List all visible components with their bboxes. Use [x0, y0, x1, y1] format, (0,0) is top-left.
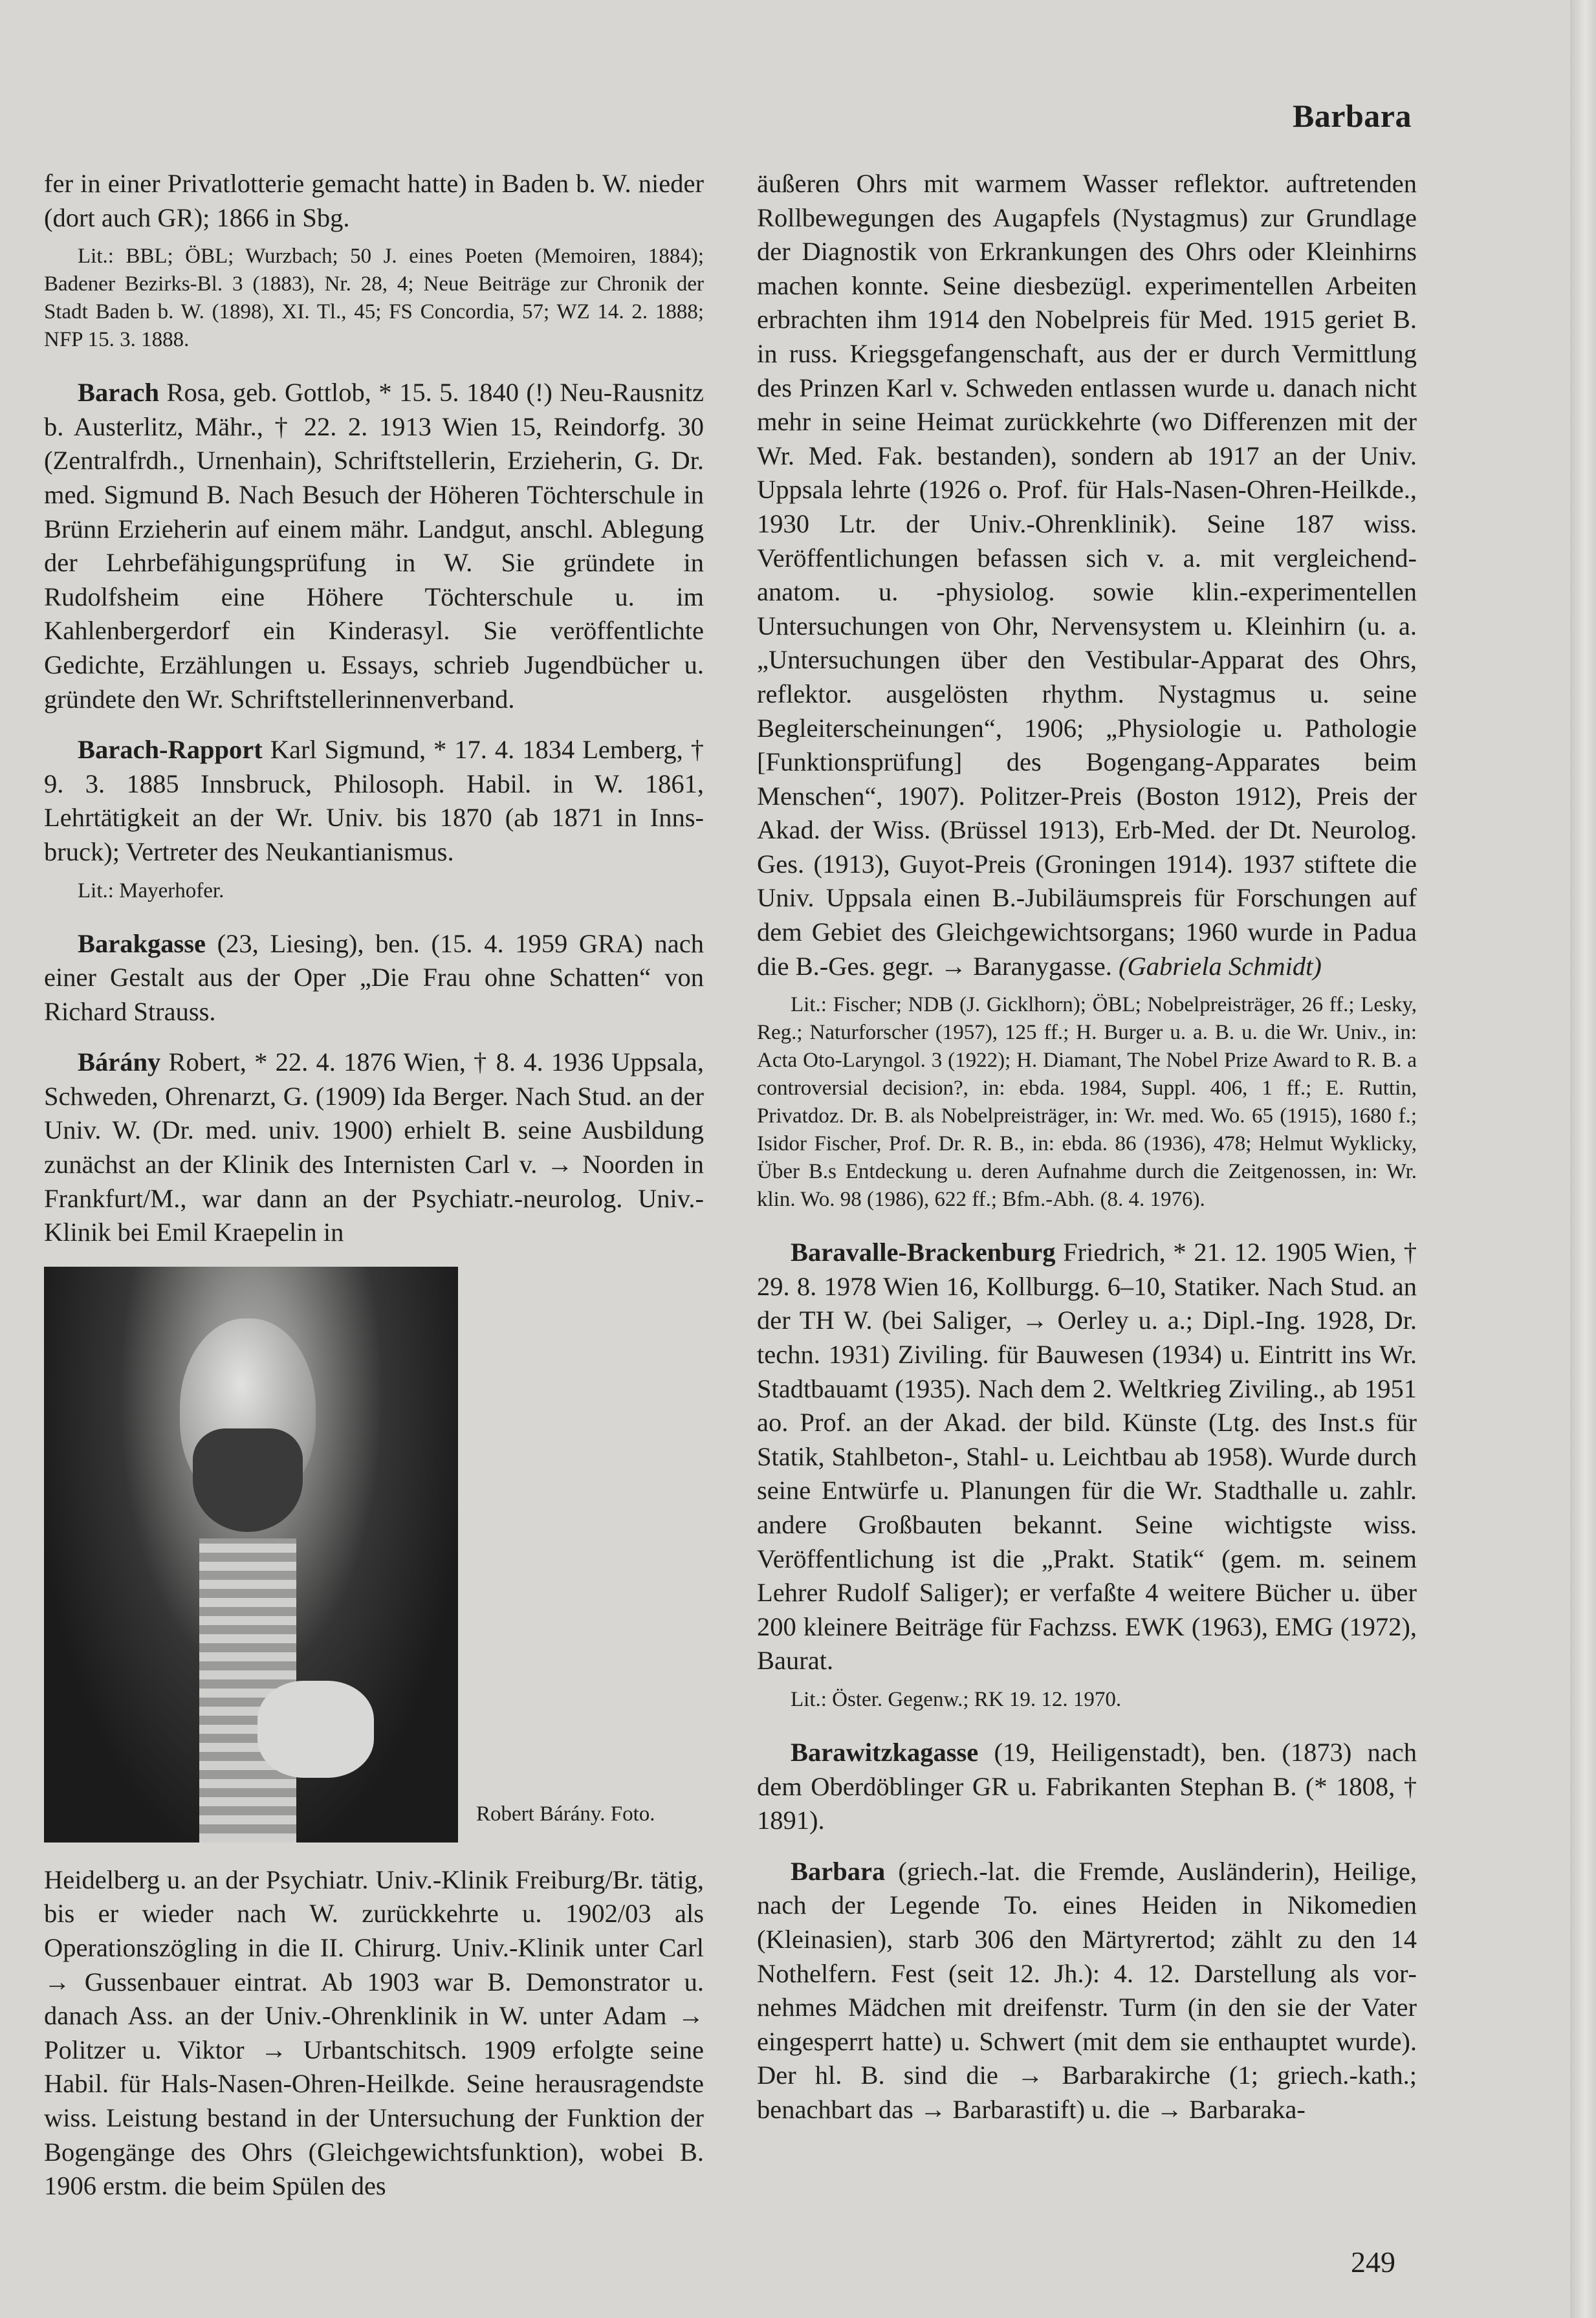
entry-continuation: Heidelberg u. an der Psychiatr. Univ.-Klinik Freiburg/Br. tätig, bis er wieder nach W. zurückkehrte u. 1902/03 als Operationszögling in die II. Chirurg. Univ.-Klinik unter Carl → Gussenbauer eintrat. Ab 1903 war B. Demonstrator u. danach Ass. an der Univ.-Ohrenklinik in W. unter Adam → Politzer u. Viktor → Urbantschitsch. 1909 erfolgte seine Habil. für Hals-Nasen-Ohren-Heilkde. Seine herausragendste wiss. Leistung bestand in der Untersuchung der Funktion der Bogengänge des Ohrs (Gleichgewichtsfunktion), wobei B. 1906 erstm. die beim Spülen des: [44, 1864, 704, 2201]
literature-note: Lit.: Öster. Gegenw.; RK 19. 12. 1970.: [791, 1687, 1122, 1711]
entry-baravalle-brackenburg: [757, 1236, 1417, 1678]
entry-barany: [44, 1045, 704, 1250]
headword: Barakgasse: [78, 928, 206, 958]
entry-continuation: [757, 167, 1417, 983]
literature-note: Lit.: Fischer; NDB (J. Gicklhorn); ÖBL; Nobelpreisträger, 26 ff.; Lesky, Reg.; Naturforscher (1957), 125 ff.; H. Burger u. a. B. u. die Wr. Univ., in: Acta Oto-Laryngol. 3 (1922); H. Diamant, The Nobel Prize Award to R. B. a controversial decision?, in: ebda. 1984, Suppl. 406, 1 ff.; E. Ruttin, Privatdoz. Dr. B. als Nobelpreisträger, in: Wr. med. Wo. 65 (1915), 1680 f.; Isidor Fischer, Prof. Dr. R. B., in: ebda. 86 (1936), 478; Helmut Wyklicky, Über B.s Entdeckung u. deren Aufnahme durch die Zeitgenossen, in: Wr. klin. Wo. 98 (1986), 622 ff.; Bfm.-Abh. (8. 4. 1976).: [757, 993, 1417, 1212]
entry-text: Friedrich, * 21. 12. 1905 Wien, † 29. 8. 1978 Wien 16, Kollburgg. 6–10, Statiker. Nach Stud. an der TH W. (bei Saliger, → Oerley u. a.; Dipl.-Ing. 1928, Dr. techn. 1931) Ziviling. für Bauwesen (1934) u. Eintritt ins Wr. Stadtbauamt (1935). Nach dem 2. Weltkrieg Ziviling., ab 1951 ao. Prof. an der Akad. der bild. Künste (Ltg. des Inst.s für Statik, Stahlbeton-, Stahl- u. Leichtbau ab 1958). Wurde durch seine Entwürfe u. Planungen für die Wr. Stadthalle u. zahlr. andere Großbauten bekannt. Seine wichtigste wiss. Veröffentlichung ist die „Prakt. Statik“ (gem. m. seinem Lehrer Rudolf Saliger); er verfaßte 4 weitere Bücher u. über 200 kleinere Beiträge für Fachzss. EWK (1963), EMG (1972), Baurat.: [757, 1238, 1417, 1676]
photo-hand-shape: [257, 1681, 374, 1778]
scan-edge: [1570, 0, 1596, 2318]
portrait-photo: [44, 1267, 458, 1842]
literature-note: Lit.: Mayerhofer.: [78, 879, 224, 902]
headword: Barach: [78, 378, 159, 408]
entry-text: Karl Sigmund, * 17. 4. 1834 Lemberg, † 9. 3. 1885 Innsbruck, Philosoph. Habil. in W. 1861, Lehrtätigkeit an der Wr. Univ. bis 1870 (ab 1871 in Innsbruck); Vertreter des Neukantianismus.: [44, 735, 704, 866]
headword: Barach-Rapport: [78, 735, 263, 765]
entry-text: Rosa, geb. Gottlob, * 15. 5. 1840 (!) Neu-Rausnitz b. Austerlitz, Mähr., † 22. 2. 1913 Wien 15, Reindorfg. 30 (Zentralfrdh., Urnenhain), Schriftstellerin, Erzieherin, G. Dr. med. Sigmund B. Nach Besuch der Höheren Töchterschule in Brünn Erzieherin auf einem mähr. Landgut, anschl. Ablegung der Lehrbefähigungsprüfung in W. Sie gründete in Rudolfsheim eine Höhere Töchterschule u. im Kahlenbergerdorf ein Kinderasyl. Sie veröffentlichte Gedichte, Erzählungen u. Essays, schrieb Jugendbücher u. gründete den Wr. Schriftstellerinnenverband.: [44, 378, 704, 714]
photo-beard-shape: [193, 1428, 303, 1532]
headword: Barbara: [791, 1856, 886, 1886]
entry-text: (19, Heiligenstadt), ben. (1873) nach dem Oberdöblinger GR u. Fabrikanten Stephan B. (* 1808, † 1891).: [757, 1737, 1417, 1835]
entry-barbara: [757, 1855, 1417, 2127]
entry-continuation: fer in einer Privatlotterie gemacht hatte) in Baden b. W. nieder (dort auch GR); 1866 in Sbg.: [44, 169, 704, 232]
entry-barawitzkagasse: [757, 1736, 1417, 1838]
literature-note: Lit.: BBL; ÖBL; Wurzbach; 50 J. eines Poeten (Memoiren, 1884); Badener Bezirks-Bl. 3 (1883), Nr. 28, 4; Neue Beiträge zur Chronik der Stadt Baden b. W. (1898), XI. Tl., 45; FS Concordia, 57; WZ 14. 2. 1888; NFP 15. 3. 1888.: [44, 245, 704, 352]
running-head: Barbara: [1292, 98, 1412, 134]
headword: Barawitzkagasse: [791, 1737, 979, 1767]
portrait-figure: [44, 1267, 704, 1842]
left-column: [44, 167, 704, 2220]
photo-caption: Robert Bárány. Foto.: [476, 1802, 655, 1826]
entry-barach-rapport: [44, 733, 704, 869]
entry-text: (23, Liesing), ben. (15. 4. 1959 GRA) nach einer Gestalt aus der Oper „Die Frau ohne Schatten“ von Richard Strauss.: [44, 928, 704, 1026]
entry-barakgasse: [44, 927, 704, 1029]
page-number: 249: [1351, 2246, 1395, 2279]
entry-text: äußeren Ohrs mit warmem Wasser reflektor. auftretenden Rollbewegungen des Augapfels (Nystagmus) zur Grundlage der Diagnostik von Erkrankungen des Ohrs oder Kleinhirns machen konnte. Seine diesbezügl. experimentellen Arbeiten erbrachten ihm 1914 den Nobelpreis für Med. 1915 geriet B. in russ. Kriegsgefangenschaft, aus der er durch Vermittlung des Prinzen Karl v. Schweden entlassen wurde u. danach nicht mehr in seine Heimat zurückkehrte (wo Differenzen mit der Wr. Med. Fak. bestanden), sondern ab 1917 an der Univ. Uppsala lehrte (1926 o. Prof. für Hals-Nasen-Ohren-Heilkde., 1930 Ltr. der Univ.-Ohrenklinik). Seine 187 wiss. Veröffentlichungen befassen sich v. a. mit vergleichend-anatom. u. -physiolog. sowie klin.-experimentellen Untersuchungen von Ohr, Nervensystem u. Kleinhirn (u. a. „Untersuchungen über den Vestibular-Apparat des Ohrs, reflektor. ausgelösten rhythm. Nystagmus u. seine Begleiterscheinungen“, 1906; „Physiologie u. Pathologie [Funktionsprüfung] des Bogengang-Apparates beim Menschen“, 1907). Politzer-Preis (Boston 1912), Preis der Akad. der Wiss. (Brüssel 1913), Erb-Med. der Dt. Neurolog. Ges. (1913), Guyot-Preis (Groningen 1914). 1937 stiftete die Univ. Uppsala einen B.-Jubiläumspreis für Forschungen auf dem Gebiet des Gleichgewichtsorgans; 1960 wurde in Padua die B.-Ges. gegr. → Baranygasse.: [757, 169, 1417, 981]
entry-text: (griech.-lat. die Fremde, Ausländerin), Heilige, nach der Legende To. eines Heiden in Nikomedien (Kleinasien), starb 306 den Märtyrertod; zählt zu den 14 Nothelfern. Fest (seit 12. Jh.): 4. 12. Darstellung als vornehmes Mädchen mit dreifenstr. Turm (in den sie der Vater eingesperrt hatte) u. Schwert (mit dem sie enthauptet wurde). Der hl. B. sind die → Barbarakirche (1; griech.-kath.; benachbart das → Barbarastift) u. die → Barbaraka-: [757, 1856, 1417, 2124]
headword: Baravalle-Brackenburg: [791, 1238, 1056, 1267]
right-column: [757, 167, 1417, 2144]
entry-text: Robert, * 22. 4. 1876 Wien, † 8. 4. 1936 Uppsala, Schweden, Ohrenarzt, G. (1909) Ida Berger. Nach Stud. an der Univ. W. (Dr. med. univ. 1900) erhielt B. seine Ausbildung zunächst an der Klinik des Internisten Carl v. → Noorden in Frankfurt/M., war dann an der Psychiatr.-neurolog. Univ.-Klinik bei Emil Kraepelin in: [44, 1047, 704, 1247]
headword: Bárány: [78, 1047, 161, 1077]
entry-barach: [44, 376, 704, 716]
entry-author: (Gabriela Schmidt): [1119, 951, 1322, 981]
